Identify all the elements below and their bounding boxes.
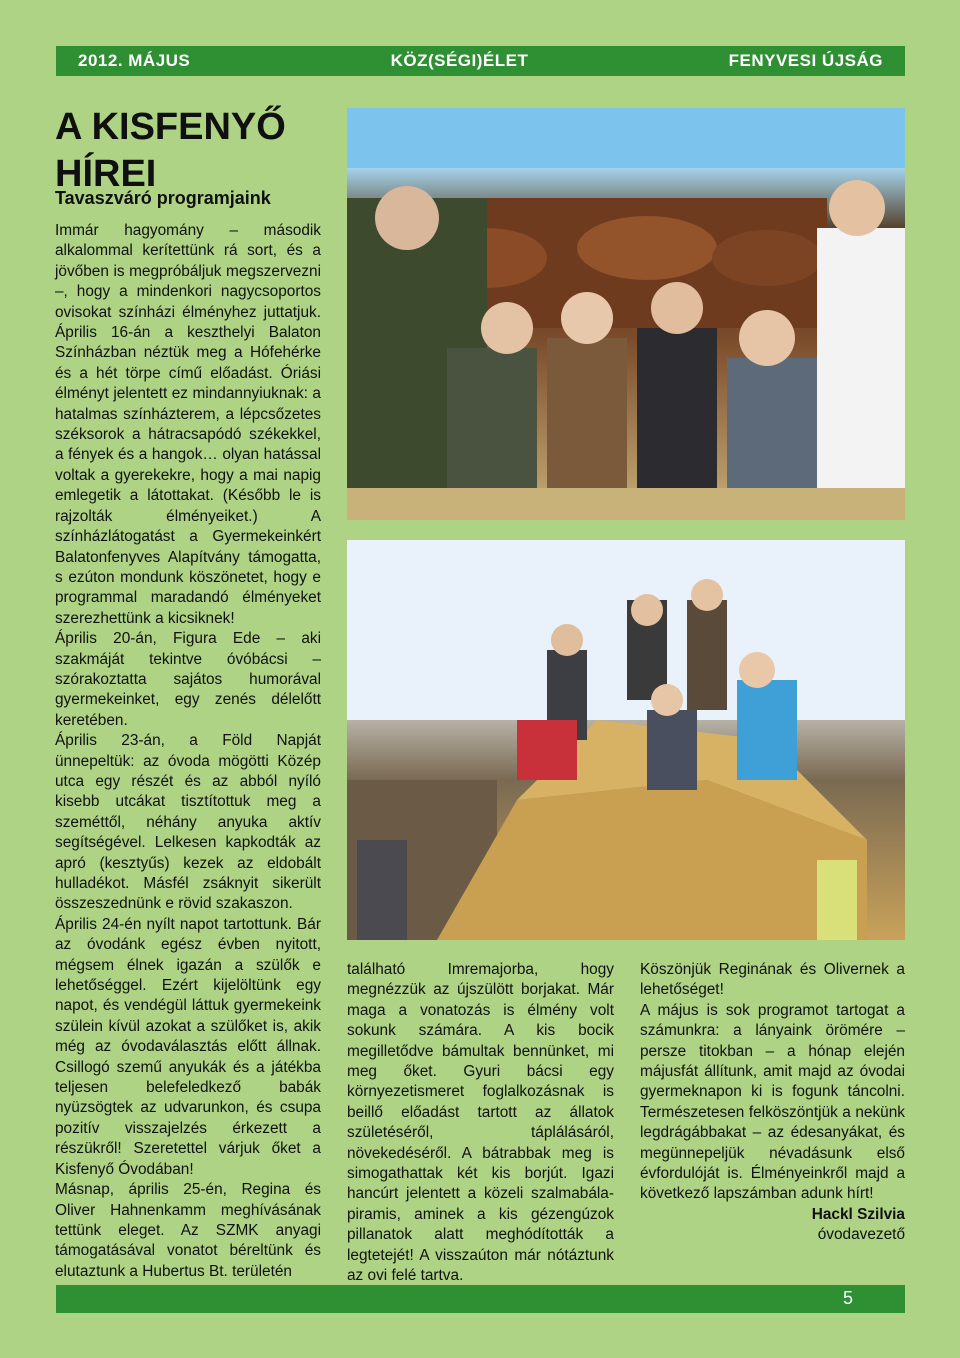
- signature-name: Hackl Szilvia: [811, 1205, 905, 1223]
- paragraph: Április 20-án, Figura Ede – aki szakmáját tekintve óvóbácsi – szórakoztatta sajátos humorával gyermekeinket, egy zenés délelőtt keretében.: [55, 630, 321, 729]
- issue-date: 2012. MÁJUS: [78, 51, 191, 70]
- paragraph: Immár hagyomány – második alkalommal kerítettünk rá sort, és a jövőben is megpróbáljuk megszervezni –, hogy a mindenkori nagycsoportos ovisokat színházi élményhez juttatjuk. Április 16-án a keszthelyi Balaton Színházban néztük meg a Hófehérke és a hét törpe című előadást. Óriási élményt jelentett ez mindannyiuknak: a hatalmas színházterem, a lépcsőzetes széksorok a hátracsapódó székekkel, a fények és a hangok… olyan hatással voltak a gyerekekre, hogy a mai napig emlegetik a látottakat. (Később le is rajzolták élményeiket.) A színházlátogatást a Gyermekeinkért Balatonfenyves Alapítvány támogatta, s ezúton mondunk köszönetet, hogy e programmal maradandó élményeket szerezhettünk a kicsiknek!: [55, 222, 321, 627]
- paragraph: A május is sok programot tartogat a számunkra: a lányaink örömére – persze titokban – a hónap elején májusfát állítunk, amit majd az óvodai gyermeknapon ki is fogunk táncolni. Természetesen felköszöntjük a nekünk legdrágábbakat – az édesanyákat, és megünnepeljük névadásunk első évfordulóját is. Élményeinkről majd a következő lapszámban adunk hírt!: [640, 1001, 905, 1203]
- text-column-3: [640, 960, 905, 1246]
- article-title: A KISFENYŐ HÍREI: [55, 106, 286, 195]
- signature-role: óvodavezető: [817, 1226, 905, 1244]
- text-column-2: [347, 960, 614, 1287]
- article-subtitle: Tavaszváró programjaink: [55, 188, 271, 208]
- paragraph: Április 23-án, a Föld Napját ünnepeltük: az óvoda mögötti Közép utca egy részét és az abból nyíló kisebb utcákat tisztítottuk meg a szeméttől, néhány anyuka aktív segítségével. Lelkesen kapkodták az apró (kesztyűs) kezek az eldobált hulladékot. Másfél zsáknyit sikerült összeszednünk e rövid szakaszon.: [55, 732, 321, 913]
- photo-illustration: [347, 540, 905, 940]
- photo-children-with-calves: [347, 108, 905, 520]
- section-name: KÖZ(SÉGI)ÉLET: [390, 51, 529, 70]
- page-header: [56, 46, 905, 76]
- page-footer: [56, 1285, 905, 1313]
- publication-name: FENYVESI ÚJSÁG: [728, 51, 883, 70]
- page-number: 5: [842, 1288, 853, 1308]
- paragraph: Április 24-én nyílt napot tartottunk. Bár az óvodánk egész évben nyitott, mégsem élnek igazán a szülők e lehetőséggel. Ezért kijelöltünk egy napot, és vendégül láttuk gyermekeink szülein kívül azokat a szülőket is, akik még az óvodaválasztás előtt állnak. Csillogó szemű anyukák és a játékba teljesen belefeledkező babák nyüzsögtek az udvarunkon, és csupa pozitív visszajelzés érkezett a részükről! Szeretettel várjuk őket a Kisfenyő Óvodában!: [55, 915, 321, 1178]
- photo-children-on-hay-pyramid: [347, 540, 905, 940]
- paragraph: található Imremajorba, hogy megnézzük az újszülött borjakat. Már maga a vonatozás is élmény volt sokunk számára. A kis bocik megilletődve bámultak bennünket, mi meg őket. Gyuri bácsi egy környezetismeret foglalkozásnak is beillő előadást tartott az állatok születéséről, táplálásáról, növekedéséről. A bátrabbak meg is simogathattak két kis borjút. Igazi hancúrt jelentett a közeli szalmabála-piramis, aminek a kis gézengúzok pillanatok alatt meghódították a legtetejét! A visszaúton már nótáztunk az ovi felé tartva.: [347, 961, 614, 1285]
- paragraph: Másnap, április 25-én, Regina és Oliver Hahnenkamm meghívásának tettünk eleget. Az SZMK anyagi támogatásával vonatot béreltünk és elutaztunk a Hubertus Bt. területén: [55, 1181, 321, 1280]
- text-column-1: [55, 221, 321, 1282]
- photo-illustration: [347, 108, 905, 520]
- paragraph: Köszönjük Reginának és Olivernek a lehetőséget!: [640, 961, 905, 999]
